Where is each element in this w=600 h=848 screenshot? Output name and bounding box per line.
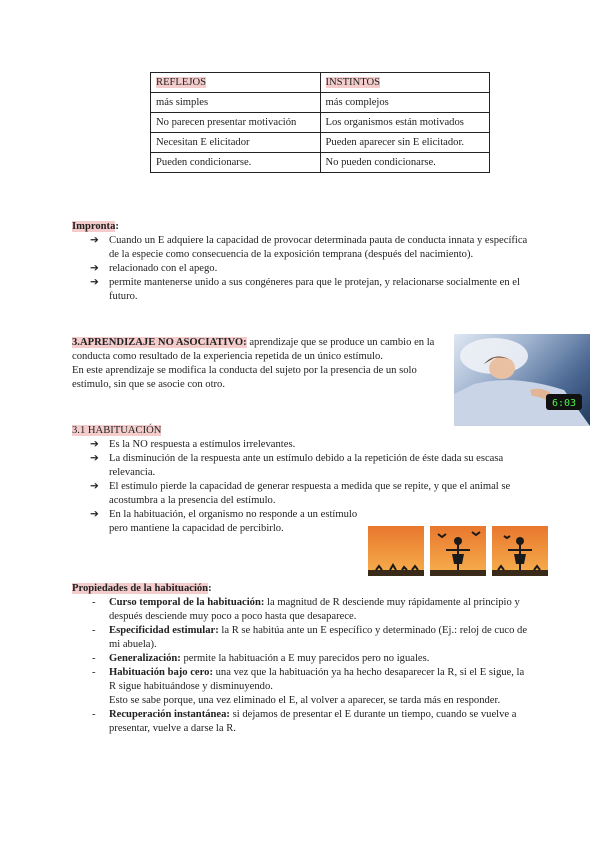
clock-display: 6:03 bbox=[551, 398, 577, 409]
impronta-list bbox=[72, 234, 532, 304]
table-header-row bbox=[151, 73, 490, 93]
list-item: ➔ En la habituación, el organismo no responde a un estímulo pero mantiene la capacidad de percibirlo. bbox=[90, 509, 358, 534]
table-cell: más complejos bbox=[320, 93, 490, 113]
list-item: ➔ Cuando un E adquiere la capacidad de provocar determinada pauta de conducta innata y específica de la especie como consecuencia de la exposición temprana (después del nacimiento). bbox=[90, 235, 528, 260]
scarecrow-image-3 bbox=[492, 526, 548, 582]
scarecrow-image-2 bbox=[430, 526, 486, 582]
table-cell: No pueden condicionarse. bbox=[320, 153, 490, 173]
arrow-icon: ➔ bbox=[90, 509, 99, 520]
list-item: ➔ permite mantenerse unido a sus congéneres para que le protejan, y relacionarse socialmente en el futuro. bbox=[90, 277, 520, 302]
propiedades-section: Propiedades de la habituación: - Curso temporal de la habituación: la magnitud de R desciende muy rápidamente al principio y después desciende muy poco a poco hasta que desaparece. - Especificidad estimular: la R se habitúa ante un E específico y determinado (Ej.: reloj de cuco de mi abuela). - Generalización: permite la habituación a E muy parecidos pero no iguales. - Habituación bajo cero: una vez que la habituación ya ha hecho desaparecer la R, si el E sigue, la R sigue habituándose y disminuyendo. Esto se sabe porque, una vez eliminado el E, al volver a aparecer, se tarda más en responder. - Recuperación instantánea: si dejamos de presentar el E durante un tiempo, cuando se vuelve a presentar, vuelve a darse la R. bbox=[72, 582, 532, 736]
propiedades-list bbox=[72, 596, 532, 736]
table-header: REFLEJOS bbox=[156, 77, 207, 88]
list-item: ➔ relacionado con el apego. bbox=[90, 263, 218, 274]
scarecrow-image-1 bbox=[368, 526, 424, 582]
no-asociativo-text: En este aprendizaje se modifica la conducta del sujeto por la presencia de un solo estímulo, sin que se asocie con otro. bbox=[72, 365, 417, 390]
list-item: - Especificidad estimular: la R se habitúa ante un E específico y determinado (Ej.: reloj de cuco de mi abuela). bbox=[92, 625, 528, 650]
arrow-icon: ➔ bbox=[90, 439, 99, 450]
table-row bbox=[151, 113, 490, 133]
table-cell: No parecen presentar motivación bbox=[151, 113, 321, 133]
reflejos-instintos-table bbox=[150, 72, 490, 173]
table-cell: Necesitan E elicitador bbox=[151, 133, 321, 153]
list-item: - Curso temporal de la habituación: la magnitud de R desciende muy rápidamente al principio y después desciende muy poco a poco hasta que desaparece. bbox=[92, 597, 520, 622]
table-row bbox=[151, 153, 490, 173]
list-item: ➔ El estímulo pierde la capacidad de generar respuesta a medida que se repite, y que el animal se acostumbra a la presencia del estímulo. bbox=[90, 481, 511, 506]
impronta-title: Impronta bbox=[72, 221, 116, 232]
table-cell: Pueden aparecer sin E elicitador. bbox=[320, 133, 490, 153]
list-item: ➔ Es la NO respuesta a estímulos irrelevantes. bbox=[90, 439, 296, 450]
table-row bbox=[151, 93, 490, 113]
sleeping-alarm-photo bbox=[454, 334, 590, 426]
table-row bbox=[151, 133, 490, 153]
habituacion-section bbox=[72, 424, 532, 536]
table-cell: Pueden condicionarse. bbox=[151, 153, 321, 173]
table-cell: Los organismos están motivados bbox=[320, 113, 490, 133]
arrow-icon: ➔ bbox=[90, 235, 99, 246]
table-cell: más simples bbox=[151, 93, 321, 113]
no-asociativo-title: 3.APRENDIZAJE NO ASOCIATIVO: bbox=[72, 337, 247, 348]
list-item: ➔ La disminución de la respuesta ante un estímulo debido a la repetición de éste dada su escasa relevancia. bbox=[90, 453, 504, 478]
table-header: INSTINTOS bbox=[325, 77, 381, 88]
impronta-section: Impronta: ➔ Cuando un E adquiere la capacidad de provocar determinada pauta de conducta innata y específica de la especie como consecuencia de la exposición temprana (después del nacimiento). ➔ relacionado con el apego. ➔ permite mantenerse unido a sus congéneres para que le protejan, y relacionarse socialmente en el futuro. bbox=[72, 220, 532, 304]
no-asociativo-section bbox=[72, 336, 440, 392]
arrow-icon: ➔ bbox=[90, 277, 99, 288]
arrow-icon: ➔ bbox=[90, 453, 99, 464]
list-item: - Generalización: permite la habituación a E muy parecidos pero no iguales. bbox=[92, 653, 430, 664]
propiedades-title: Propiedades de la habituación bbox=[72, 583, 209, 594]
arrow-icon: ➔ bbox=[90, 263, 99, 274]
habituacion-title: 3.1 HABITUACIÓN bbox=[72, 425, 162, 436]
list-item: - Habituación bajo cero: una vez que la habituación ya ha hecho desaparecer la R, si el E sigue, la R sigue habituándose y disminuyendo. Esto se sabe porque, una vez eliminado el E, al volver a aparecer, se tarda más en responder. bbox=[92, 667, 525, 706]
habituacion-list bbox=[72, 438, 532, 536]
no-asociativo-definition: aprendizaje que se produce un cambio en la conducta como resultado de la experiencia repetida de un único estímulo. bbox=[72, 337, 435, 362]
list-item: - Recuperación instantánea: si dejamos de presentar el E durante un tiempo, cuando se vuelve a presentar, vuelve a darse la R. bbox=[92, 709, 517, 734]
arrow-icon: ➔ bbox=[90, 481, 99, 492]
